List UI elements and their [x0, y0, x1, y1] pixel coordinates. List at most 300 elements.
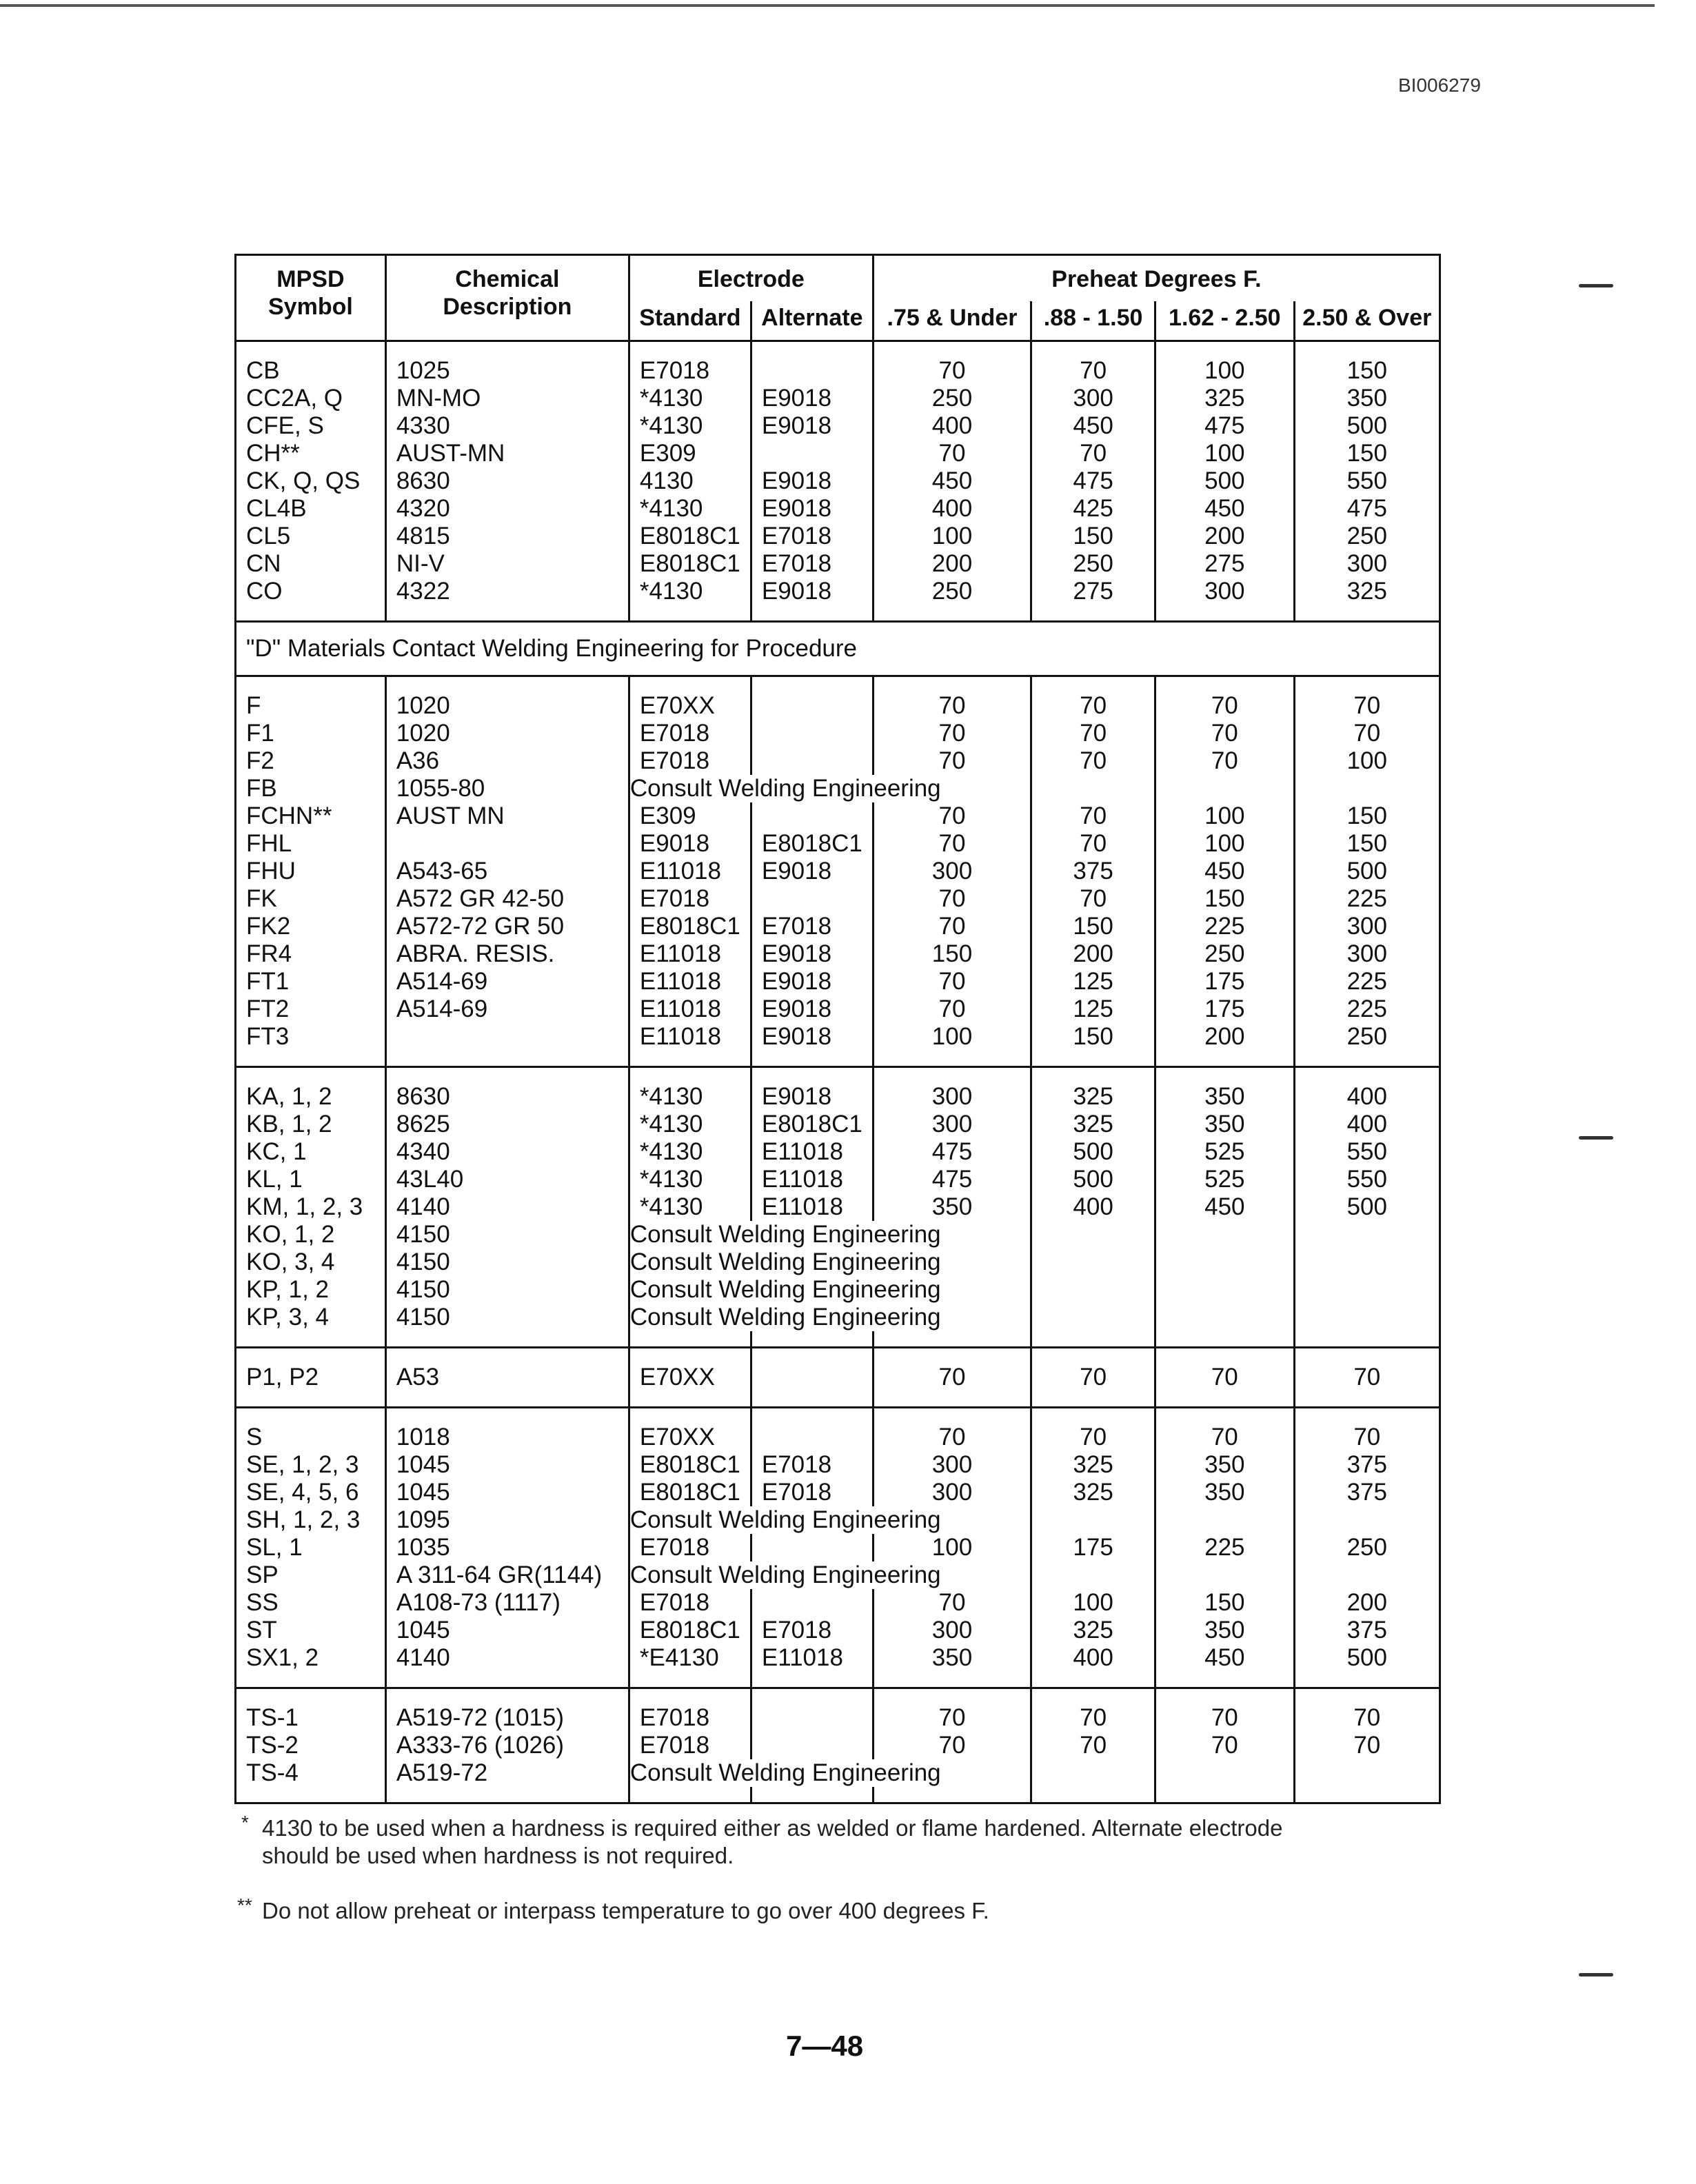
blank-cell	[1166, 1759, 1284, 1787]
preheat-value: 350	[1204, 1083, 1245, 1110]
electrode-alternate: E9018	[761, 940, 832, 967]
preheat-value: 550	[1346, 1166, 1387, 1193]
preheat-value: 70	[1211, 720, 1238, 747]
preheat-value: 525	[1204, 1166, 1245, 1193]
preheat-value: 500	[1346, 858, 1387, 884]
mpsd-symbol: KC, 1	[246, 1138, 307, 1165]
preheat-p4-col	[1294, 1348, 1440, 1408]
electrode-alternate: E7018	[761, 1479, 832, 1506]
preheat-value: 175	[1204, 995, 1245, 1022]
table-group	[236, 676, 1440, 1067]
mpsd-symbol: SH, 1, 2, 3	[246, 1506, 361, 1533]
electrode-standard: *4130	[639, 1166, 703, 1193]
preheat-value: 70	[1211, 1732, 1238, 1759]
preheat-value: 100	[1073, 1589, 1113, 1616]
col-p2: .88 - 1.50	[1031, 301, 1155, 341]
preheat-value: 500	[1346, 1644, 1387, 1671]
preheat-value: 350	[1204, 1617, 1245, 1644]
preheat-value: 70	[1080, 357, 1107, 384]
chemical-description: 1020	[396, 692, 450, 719]
electrode-alternate	[762, 1364, 862, 1391]
preheat-value: 250	[1073, 550, 1113, 577]
preheat-value: 100	[931, 1023, 973, 1050]
chemical-description: A36	[396, 747, 440, 774]
preheat-value: 70	[938, 830, 966, 857]
preheat-p4-col	[1294, 1408, 1440, 1688]
col-mpsd-symbol: MPSD Symbol	[236, 255, 386, 341]
mpsd-symbol: SE, 1, 2, 3	[246, 1451, 359, 1478]
chemical-description: A519-72 (1015)	[396, 1704, 565, 1731]
preheat-value: 70	[938, 1424, 966, 1450]
preheat-value: 70	[938, 1589, 966, 1616]
electrode-standard: *4130	[639, 495, 703, 522]
preheat-value: 475	[1204, 412, 1245, 439]
electrode-standard: E11018	[639, 968, 721, 995]
consult-welding-engineering: Consult Welding Engineering	[630, 1506, 945, 1534]
electrode-alternate: E8018C1	[761, 830, 862, 857]
consult-welding-engineering: Consult Welding Engineering	[630, 1561, 945, 1589]
mpsd-symbol: CC2A, Q	[246, 385, 343, 412]
mpsd-symbol: FT3	[246, 1023, 290, 1050]
preheat-value: 70	[1080, 830, 1107, 857]
chemical-description: A53	[396, 1364, 440, 1391]
consult-welding-engineering: Consult Welding Engineering	[630, 1276, 945, 1304]
table-group	[236, 622, 1440, 676]
preheat-value: 70	[1353, 1704, 1381, 1731]
electrode-standard: E8018C1	[639, 1451, 740, 1478]
preheat-value: 70	[1080, 747, 1107, 774]
preheat-p2-col	[1031, 1688, 1155, 1803]
preheat-p4-col	[1294, 1067, 1440, 1348]
chemical-description: A514-69	[396, 968, 488, 995]
col-p1: .75 & Under	[873, 301, 1031, 341]
mpsd-symbol: TS-4	[246, 1759, 299, 1786]
consult-line	[629, 775, 941, 802]
preheat-p1-col	[873, 1408, 1031, 1688]
preheat-value: 200	[1346, 1589, 1387, 1616]
chemical-description: 1045	[396, 1617, 450, 1644]
chemical-description: 4140	[396, 1193, 450, 1220]
blank-cell	[1166, 1248, 1284, 1276]
chemical-description: 1035	[396, 1534, 450, 1561]
chemical-description: 1045	[396, 1451, 450, 1478]
blank-cell	[1042, 1759, 1144, 1787]
electrode-standard: *4130	[639, 1083, 703, 1110]
preheat-value: 300	[1346, 550, 1387, 577]
blank-cell	[1305, 1276, 1429, 1304]
preheat-value: 275	[1073, 578, 1113, 605]
preheat-value: 400	[931, 412, 973, 439]
preheat-value: 325	[1346, 578, 1387, 605]
chemical-description	[396, 830, 618, 858]
electrode-standard: E8018C1	[639, 550, 740, 577]
preheat-p2-col	[1031, 341, 1155, 622]
blank-cell	[1042, 1276, 1144, 1304]
blank-cell	[1042, 1221, 1144, 1248]
chemical-description: ABRA. RESIS.	[396, 940, 555, 967]
preheat-p3-col	[1155, 1688, 1295, 1803]
electrode-standard: *E4130	[639, 1644, 719, 1671]
electrode-alternate: E11018	[761, 1193, 843, 1220]
mpsd-symbol: FCHN**	[246, 802, 332, 829]
blank-cell	[1305, 1221, 1429, 1248]
electrode-alternate: E11018	[761, 1166, 843, 1193]
electrode-alternate	[762, 1589, 862, 1617]
mpsd-symbol: KL, 1	[246, 1166, 303, 1193]
footnote-2: ** Do not allow preheat or interpass temperature to go over 400 degrees F.	[237, 1894, 989, 1923]
symbol-col	[236, 1408, 386, 1688]
preheat-value: 275	[1204, 550, 1245, 577]
mpsd-symbol: SS	[246, 1589, 279, 1616]
preheat-value: 225	[1204, 913, 1245, 940]
preheat-value: 70	[1211, 692, 1238, 719]
electrode-alternate: E9018	[761, 1083, 832, 1110]
mpsd-symbol: CB	[246, 357, 280, 384]
consult-welding-engineering: Consult Welding Engineering	[630, 1304, 945, 1331]
electrode-alternate: E9018	[761, 467, 832, 494]
col-p4: 2.50 & Over	[1294, 301, 1440, 341]
chemical-description: A519-72	[396, 1759, 488, 1786]
chemical-description: 4140	[396, 1644, 450, 1671]
mpsd-symbol: KP, 3, 4	[246, 1304, 330, 1331]
blank-cell	[1305, 1759, 1429, 1787]
page-number: 7—48	[786, 2030, 864, 2062]
mpsd-symbol: P1, P2	[246, 1364, 319, 1391]
col-standard: Standard	[629, 301, 751, 341]
electrode-alternate: E7018	[761, 550, 832, 577]
preheat-value: 100	[1204, 802, 1245, 829]
mpsd-symbol: KP, 1, 2	[246, 1276, 330, 1303]
chemical-description	[396, 1023, 618, 1051]
preheat-value: 475	[931, 1138, 973, 1165]
mpsd-symbol: CO	[246, 578, 283, 605]
blank-cell	[1042, 1248, 1144, 1276]
preheat-value: 400	[1346, 1111, 1387, 1138]
preheat-value: 70	[1353, 1732, 1381, 1759]
blank-cell	[1305, 775, 1429, 802]
preheat-p4-col	[1294, 1688, 1440, 1803]
preheat-p2-col	[1031, 676, 1155, 1067]
preheat-value: 70	[938, 968, 966, 995]
electrode-alternate	[762, 1534, 862, 1561]
preheat-value: 325	[1073, 1617, 1113, 1644]
mpsd-symbol: F	[246, 692, 261, 719]
mpsd-symbol: SE, 4, 5, 6	[246, 1479, 359, 1506]
electrode-standard: *4130	[639, 1193, 703, 1220]
chemical-description: 4150	[396, 1304, 450, 1331]
preheat-p1-col	[873, 341, 1031, 622]
chemical-description: AUST-MN	[396, 440, 505, 467]
preheat-value: 250	[1346, 1534, 1387, 1561]
preheat-value: 325	[1204, 385, 1245, 412]
blank-cell	[1166, 1276, 1284, 1304]
preheat-value: 400	[1073, 1644, 1113, 1671]
preheat-value: 450	[1204, 858, 1245, 884]
preheat-value: 70	[938, 1704, 966, 1731]
chemical-description: 4150	[396, 1221, 450, 1248]
chemical-description: NI-V	[396, 550, 445, 577]
mpsd-symbol: KM, 1, 2, 3	[246, 1193, 363, 1220]
electrode-alternate	[762, 747, 862, 775]
preheat-p3-col	[1155, 1408, 1295, 1688]
chemical-description: A572-72 GR 50	[396, 913, 565, 940]
preheat-value: 150	[1346, 357, 1387, 384]
preheat-value: 70	[938, 692, 966, 719]
mpsd-symbol: TS-2	[246, 1732, 299, 1759]
table-group	[236, 1408, 1440, 1688]
preheat-p1-col	[873, 676, 1031, 1067]
preheat-value: 300	[1204, 578, 1245, 605]
preheat-value: 70	[1080, 1732, 1107, 1759]
preheat-value: 250	[1346, 523, 1387, 549]
preheat-value: 450	[1204, 1193, 1245, 1220]
preheat-value: 150	[1073, 1023, 1113, 1050]
preheat-value: 70	[1353, 692, 1381, 719]
preheat-value: 70	[1353, 1364, 1381, 1391]
electrode-alternate	[762, 1424, 862, 1451]
mpsd-symbol: FR4	[246, 940, 292, 967]
mpsd-symbol: TS-1	[246, 1704, 299, 1731]
table-group	[236, 1067, 1440, 1348]
preheat-p3-col	[1155, 1067, 1295, 1348]
preheat-value: 500	[1073, 1166, 1113, 1193]
electrode-standard: E11018	[639, 940, 721, 967]
chemical-description: 1045	[396, 1479, 450, 1506]
chemical-description: A514-69	[396, 995, 488, 1022]
preheat-value: 300	[1073, 385, 1113, 412]
chemical-description: 4330	[396, 412, 450, 439]
electrode-standard: E8018C1	[639, 913, 740, 940]
table-group	[236, 1688, 1440, 1803]
electrode-standard: E7018	[639, 747, 710, 774]
preheat-value: 225	[1346, 995, 1387, 1022]
consult-line	[629, 1506, 941, 1534]
electrode-alternate: E11018	[761, 1644, 843, 1671]
chemical-col	[385, 676, 629, 1067]
table-header	[236, 255, 1440, 341]
chemical-description: 4150	[396, 1276, 450, 1303]
electrode-standard: E7018	[639, 1704, 710, 1731]
electrode-alternate: E8018C1	[761, 1111, 862, 1138]
section-note: "D" Materials Contact Welding Engineering for Procedure	[236, 622, 1440, 676]
alternate-col	[751, 341, 873, 622]
electrode-standard: *4130	[639, 1111, 703, 1138]
electrode-standard: E11018	[639, 858, 721, 884]
chemical-description: 4815	[396, 523, 450, 549]
preheat-value: 300	[1346, 940, 1387, 967]
electrode-standard: E309	[639, 802, 696, 829]
mpsd-symbol: SL, 1	[246, 1534, 303, 1561]
consult-line	[629, 1248, 941, 1276]
electrode-standard: E70XX	[639, 692, 715, 719]
chemical-col	[385, 1067, 629, 1348]
chemical-description: 1018	[396, 1424, 450, 1450]
mpsd-symbol: KO, 3, 4	[246, 1248, 335, 1275]
col-preheat: Preheat Degrees F.	[873, 255, 1440, 302]
preheat-p3-col	[1155, 676, 1295, 1067]
chemical-description: 8630	[396, 1083, 450, 1110]
table-group	[236, 341, 1440, 622]
preheat-value: 350	[1204, 1111, 1245, 1138]
consult-line	[629, 1304, 941, 1331]
preheat-value: 300	[931, 1617, 973, 1644]
preheat-value: 350	[1204, 1451, 1245, 1478]
electrode-standard: *4130	[639, 412, 703, 439]
chemical-col	[385, 1688, 629, 1803]
chemical-description: 4320	[396, 495, 450, 522]
mpsd-symbol: FT2	[246, 995, 290, 1022]
col-p3: 1.62 - 2.50	[1155, 301, 1295, 341]
preheat-value: 400	[931, 495, 973, 522]
preheat-value: 250	[1204, 940, 1245, 967]
preheat-p4-col	[1294, 676, 1440, 1067]
table-group	[236, 1348, 1440, 1408]
electrode-alternate	[762, 885, 862, 913]
preheat-value: 125	[1073, 968, 1113, 995]
preheat-value: 150	[1346, 830, 1387, 857]
electrode-alternate	[762, 1704, 862, 1732]
electrode-standard: E7018	[639, 357, 710, 384]
chemical-col	[385, 1408, 629, 1688]
preheat-value: 250	[931, 578, 973, 605]
mpsd-symbol: SP	[246, 1561, 279, 1588]
preheat-value: 175	[1073, 1534, 1113, 1561]
mpsd-symbol: ST	[246, 1617, 277, 1644]
electrode-standard: E8018C1	[639, 523, 740, 549]
preheat-value: 70	[1080, 802, 1107, 829]
blank-cell	[1166, 775, 1284, 802]
preheat-value: 150	[1346, 440, 1387, 467]
electrode-alternate: E9018	[761, 385, 832, 412]
preheat-value: 225	[1346, 968, 1387, 995]
alternate-col	[751, 1408, 873, 1688]
preheat-value: 225	[1204, 1534, 1245, 1561]
chemical-description: 4340	[396, 1138, 450, 1165]
electrode-standard: E7018	[639, 1534, 710, 1561]
electrode-standard: E70XX	[639, 1424, 715, 1450]
preheat-value: 70	[938, 357, 966, 384]
electrode-standard: E11018	[639, 1023, 721, 1050]
preheat-value: 400	[1346, 1083, 1387, 1110]
preheat-value: 300	[931, 1479, 973, 1506]
mpsd-symbol: FT1	[246, 968, 290, 995]
preheat-value: 150	[931, 940, 973, 967]
consult-line	[629, 1561, 941, 1589]
chemical-description: 1025	[396, 357, 450, 384]
consult-welding-engineering: Consult Welding Engineering	[630, 1759, 945, 1787]
blank-cell	[1305, 1561, 1429, 1589]
preheat-value: 300	[931, 1451, 973, 1478]
preheat-value: 300	[1346, 913, 1387, 940]
col-alternate: Alternate	[751, 301, 873, 341]
preheat-value: 100	[1346, 747, 1387, 774]
preheat-value: 70	[1080, 885, 1107, 912]
electrode-standard: E70XX	[639, 1364, 715, 1391]
footnote-1: * 4130 to be used when a hardness is required either as welded or flame hardened. Alternate electrode should be used when hardness is not required.	[241, 1812, 1283, 1868]
preheat-p2-col	[1031, 1348, 1155, 1408]
preheat-value: 70	[938, 720, 966, 747]
electrode-alternate: E7018	[761, 1617, 832, 1644]
chemical-description: A543-65	[396, 858, 488, 884]
electrode-alternate	[762, 692, 862, 720]
mpsd-symbol: CFE, S	[246, 412, 324, 439]
alternate-col	[751, 1348, 873, 1408]
preheat-value: 100	[931, 1534, 973, 1561]
preheat-value: 150	[1204, 1589, 1245, 1616]
preheat-value: 100	[1204, 440, 1245, 467]
electrode-standard: E11018	[639, 995, 721, 1022]
blank-cell	[1305, 1304, 1429, 1331]
preheat-value: 200	[931, 550, 973, 577]
electrode-standard: 4130	[639, 467, 694, 494]
electrode-alternate: E9018	[761, 968, 832, 995]
standard-col	[629, 341, 751, 622]
electrode-standard: E7018	[639, 1589, 710, 1616]
preheat-p2-col	[1031, 1067, 1155, 1348]
document-id: BI006279	[1398, 74, 1481, 96]
mpsd-symbol: SX1, 2	[246, 1644, 319, 1671]
chemical-description: 43L40	[396, 1166, 464, 1193]
symbol-col	[236, 1688, 386, 1803]
preheat-value: 325	[1073, 1451, 1113, 1478]
electrode-alternate: E9018	[761, 495, 832, 522]
preheat-value: 325	[1073, 1479, 1113, 1506]
blank-cell	[1305, 1248, 1429, 1276]
preheat-value: 375	[1346, 1617, 1387, 1644]
mpsd-symbol: CK, Q, QS	[246, 467, 361, 494]
mpsd-symbol: FB	[246, 775, 277, 802]
preheat-value: 200	[1204, 523, 1245, 549]
preheat-value: 350	[931, 1644, 973, 1671]
preheat-value: 150	[1073, 913, 1113, 940]
preheat-value: 70	[938, 440, 966, 467]
electrode-standard: E9018	[639, 830, 710, 857]
preheat-value: 100	[1204, 357, 1245, 384]
preheat-value: 70	[938, 913, 966, 940]
mpsd-symbol: FK	[246, 885, 277, 912]
chemical-description: MN-MO	[396, 385, 481, 412]
preheat-value: 375	[1073, 858, 1113, 884]
preheat-value: 325	[1073, 1111, 1113, 1138]
electrode-alternate: E7018	[761, 523, 832, 549]
preheat-value: 475	[1073, 467, 1113, 494]
preheat-value: 70	[938, 1732, 966, 1759]
electrode-alternate: E9018	[761, 858, 832, 884]
preheat-value: 70	[1211, 1364, 1238, 1391]
consult-line	[629, 1276, 941, 1304]
preheat-value: 250	[1346, 1023, 1387, 1050]
preheat-value: 200	[1073, 940, 1113, 967]
electrode-alternate: E9018	[761, 1023, 832, 1050]
preheat-value: 175	[1204, 968, 1245, 995]
chemical-col	[385, 1348, 629, 1408]
chemical-description: 8625	[396, 1111, 450, 1138]
preheat-value: 400	[1073, 1193, 1113, 1220]
preheat-value: 70	[1080, 1424, 1107, 1450]
consult-line	[629, 1221, 941, 1248]
electrode-alternate	[762, 440, 862, 467]
electrode-alternate: E7018	[761, 913, 832, 940]
preheat-value: 300	[931, 858, 973, 884]
table-body	[236, 341, 1440, 1803]
electrode-alternate	[762, 357, 862, 385]
preheat-value: 475	[1346, 495, 1387, 522]
symbol-col	[236, 676, 386, 1067]
electrode-standard: E309	[639, 440, 696, 467]
preheat-value: 350	[1346, 385, 1387, 412]
preheat-value: 70	[1080, 1704, 1107, 1731]
preheat-value: 70	[1080, 1364, 1107, 1391]
